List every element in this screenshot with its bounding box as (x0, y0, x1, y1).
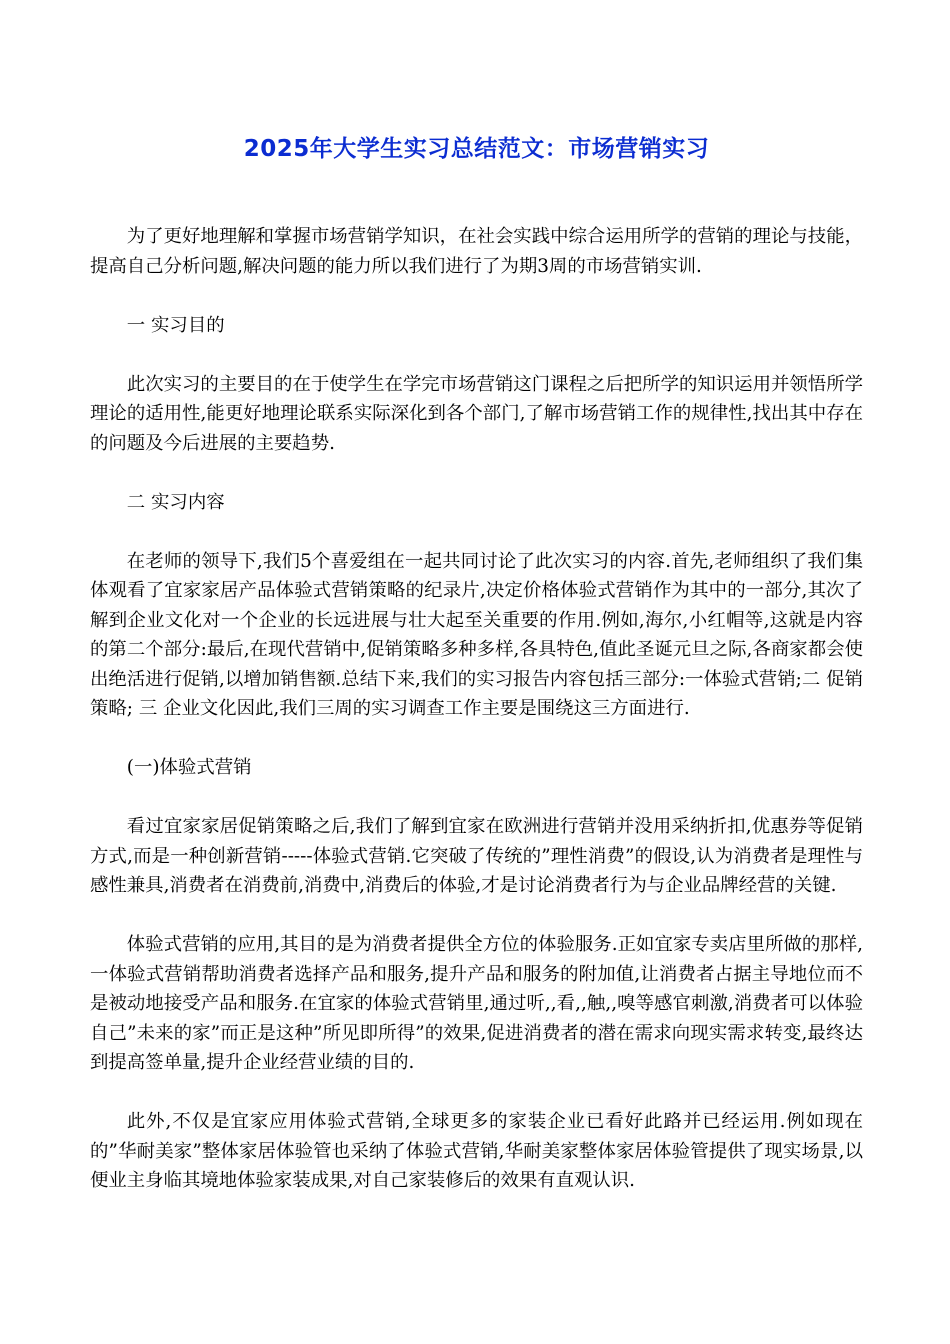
section-heading-purpose: 一 实习目的 (126, 314, 225, 336)
section-heading-content: 二 实习内容 (126, 491, 225, 513)
document-page (90, 0, 863, 1344)
experiential-paragraph-3: 此外,不仅是宜家应用体验式营销,全球更多的家装企业已看好此路并已经运用.例如现在的”华耐美家”整体家居体验管也采纳了体验式营销,华耐美家整体家居体验管提供了现实场景,以便业主身临其境地体验家装成果,对自己家装修后的效果有直观认识. (90, 1111, 863, 1191)
content-paragraph: 在老师的领导下,我们5个喜爱组在一起共同讨论了此次实习的内容.首先,老师组织了我们集体观看了宜家家居产品体验式营销策略的纪录片,决定价格体验式营销作为其中的一部分,其次了解到企业文化对一个企业的长远进展与壮大起至关重要的作用.例如,海尔,小红帽等,这就是内容的第二个部分:最后,在现代营销中,促销策略多种多样,各具特色,值此圣诞元旦之际,各商家都会使出绝活进行促销,以增加销售额.总结下来,我们的实习报告内容包括三部分:一体验式营销;二 促销策略; 三 企业文化因此,我们三周的实习调查工作主要是围绕这三方面进行. (90, 550, 863, 719)
document-title: 2025年大学生实习总结范文：市场营销实习 (243, 136, 710, 162)
experiential-paragraph-1: 看过宜家家居促销策略之后,我们了解到宜家在欧洲进行营销并没用采纳折扣,优惠券等促销方式,而是一种创新营销-----体验式营销.它突破了传统的”理性消费”的假设,认为消费者是理性与感性兼具,消费者在消费前,消费中,消费后的体验,才是讨论消费者行为与企业品牌经营的关键. (90, 816, 863, 896)
experiential-paragraph-2: 体验式营销的应用,其目的是为消费者提供全方位的体验服务.正如宜家专卖店里所做的那样,一体验式营销帮助消费者选择产品和服务,提升产品和服务的附加值,让消费者占据主导地位而不是被动地接受产品和服务.在宜家的体验式营销里,通过听,,看,,触,,嗅等感官刺激,消费者可以体验自己”未来的家”而正是这种”所见即所得”的效果,促进消费者的潜在需求向现实需求转变,最终达到提高签单量,提升企业经营业绩的目的. (90, 934, 863, 1073)
subsection-heading-experiential: (一)体验式营销 (126, 757, 252, 778)
intro-paragraph: 为了更好地理解和掌握市场营销学知识，在社会实践中综合运用所学的营销的理论与技能，提高自己分析问题,解决问题的能力所以我们进行了为期3周的市场营销实训. (90, 226, 863, 277)
purpose-paragraph: 此次实习的主要目的在于使学生在学完市场营销这门课程之后把所学的知识运用并领悟所学理论的适用性,能更好地理论联系实际深化到各个部门,了解市场营销工作的规律性,找出其中存在的问题及今后进展的主要趋势. (90, 373, 863, 454)
document-body (90, 222, 863, 1196)
